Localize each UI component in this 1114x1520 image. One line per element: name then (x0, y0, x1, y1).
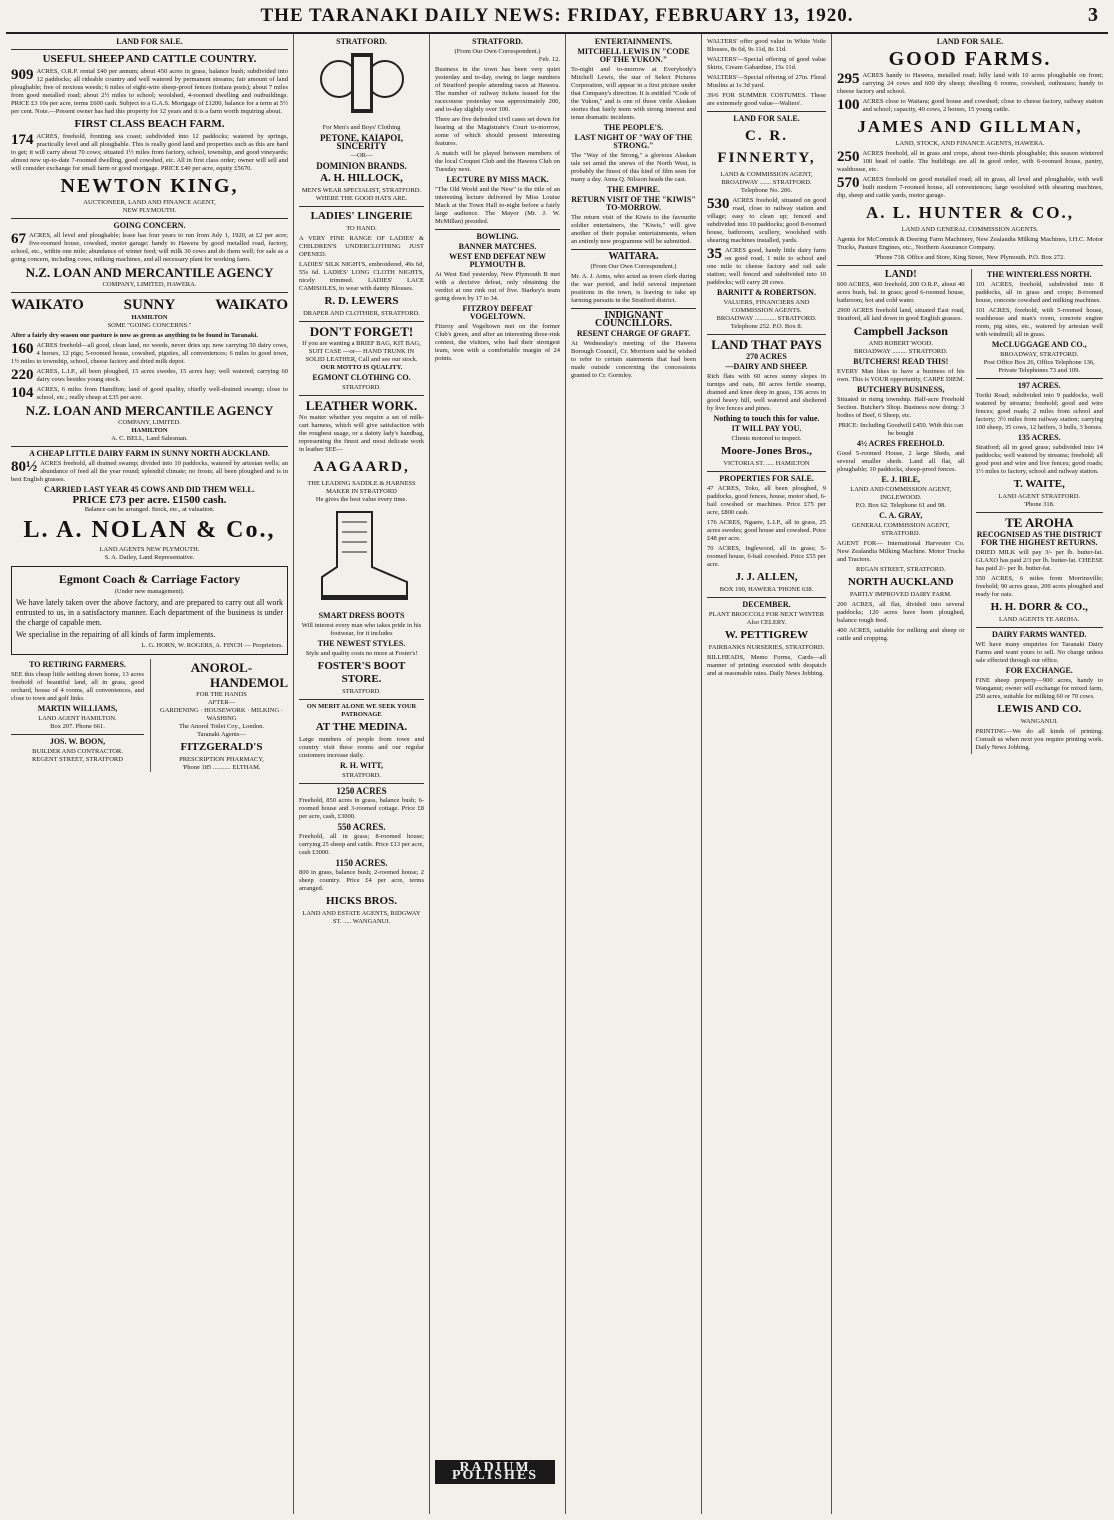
ad-title: GOING CONCERN. (113, 221, 186, 230)
foster-name: FOSTER'S BOOT STORE. (317, 660, 406, 685)
listing-text: ACRES, freehold, fronting sea coast; subdivided into 12 paddocks; watered by springs, practically level and all ploughable. This is really good land and properties such as this are hard to get; it will carry about 70 cows; situated 1½ miles from factory, school, township, and good vineyards; almost new up-to-date 7-roomed dwelling, good cowshed, etc. All in first class order; owner will sell and will consider exchange for small farm or good mortgage. PRICE £40 per acre, equity £5670. (11, 133, 288, 172)
lewis-loc: WANGANUI. (1020, 718, 1058, 725)
balance-note: Balance can be arranged. Stock, etc., at valuation. (84, 506, 215, 513)
barnett-loc: BROADWAY ............. STRATFORD. (716, 315, 817, 322)
barnett-tel: Telephone 252. P.O. Box 8. (730, 323, 803, 330)
fitz-name: FITZGERALD'S (180, 741, 263, 753)
james-name: JAMES AND GILLMAN, (857, 117, 1083, 136)
boot-illustration (299, 507, 424, 609)
moore-name: Moore-Jones Bros., (721, 445, 812, 457)
listing-number: 250 (837, 149, 860, 165)
acres-550: 550 ACRES. (337, 822, 386, 832)
waikato-right: WAIKATO (215, 297, 288, 313)
mccluggage-tel: Post Office Box 26, Office Telephone 136, Private Telephones 73 and 109. (983, 359, 1095, 374)
north-sub: PARTLY IMPROVED DAIRY FARM. (849, 591, 952, 598)
aroha-title: TE AROHA (1005, 515, 1074, 530)
section-head: LAND FOR SALE. (116, 37, 183, 46)
agency-subtitle: COMPANY, LIMITED. (118, 419, 181, 426)
listing: 400 ACRES, suitable for milking and sheep or cattle and cropping. (837, 627, 965, 642)
pettigrew-sub: FAIRBANKS NURSERIES, STRATFORD. (708, 644, 825, 651)
agency-name: N.Z. LOAN AND MERCANTILE AGENCY (25, 265, 274, 280)
ible-name: E. J. IBLE, (881, 475, 920, 484)
subhead: LECTURE BY MISS MACK. (446, 175, 549, 184)
foster-loc: STRATFORD. (342, 688, 381, 695)
egmont-loc: STRATFORD. (342, 384, 381, 391)
agent-name: L. A. NOLAN & Co., (23, 517, 276, 543)
article-text: Business in the town has been very quiet yesterday and to-day, owing to large numbers of Stratford people attending races at Hawera. The number of railway tickets issued for the racecourse yesterday was approximately 200, and to-day slightly over 100. (435, 66, 560, 113)
walters-ad: WALTERS'—Special offering of 27in. Floral Muslins at 1s 3d yard. (707, 74, 826, 89)
anorol-title2: HANDEMOL (210, 675, 288, 690)
walters-ad: 39/6 FOR SUMMER COSTUMES. These are extremely good value—Walters'. (707, 92, 826, 107)
printing: PRINTING—We do all kinds of printing. Consult us when next you require printing work. Daily News Jobbing. (975, 728, 1103, 751)
radium-logo: RADIUM POLISHES (435, 1460, 555, 1484)
listing-number: 909 (11, 67, 34, 83)
column-6 (832, 34, 1108, 1514)
listing-number: 295 (837, 71, 860, 87)
acres-1250: 1250 ACRES (336, 786, 387, 796)
ad-title: USEFUL SHEEP AND CATTLE COUNTRY. (42, 53, 257, 65)
acres-197-text: Toriki Road; subdivided into 9 paddocks, well watered by streams; freehold; good and wire fences; good roads; 2 miles from school and factory; 3½ miles from railway station; carrying 100 sheep, 35 cows, 12 heifers, 3 bulls, 3 horses. (975, 392, 1103, 431)
mccluggage-loc: BROADWAY, STRATFORD. (1000, 351, 1079, 358)
barnett-name: BARNITT & ROBERTSON. (717, 288, 816, 297)
article-text: Fitzroy and Vogeltown met on the former Club's green, and after an interesting three-rink contest, the visitors, who had their strongest team, won with a comfortable margin of 24 points. (435, 323, 560, 362)
agent-subtitle: LAND AGENTS NEW PLYMOUTH. (99, 546, 200, 553)
listing-number: 530 (707, 196, 730, 212)
exchange-title: FOR EXCHANGE. (1005, 666, 1073, 675)
walters-ad: WALTERS'—Special offering of good value Skirts, Cream Gabardine, 15s 11d. (707, 56, 826, 71)
good-farms: GOOD FARMS. (888, 48, 1052, 70)
butchery-text: Situated in rising township. Half-acre Freehold Section. Butcher's Shop. Business now doing: 3 bodies of Beef, 6 Sheep, etc. (837, 396, 965, 419)
listing-text: ACRES close to Waitara; good house and cowshed; close to cheese factory, railway station and school; capacity, 40 cows, 2 horses, 15 young cattle. (862, 98, 1103, 113)
witt-name: R. H. WITT, (339, 761, 384, 770)
egmont-ad (11, 566, 288, 655)
hillock-name: A. H. HILLOCK, (320, 172, 403, 184)
hillock-tag: WHERE THE GOOD HATS ARE. (315, 195, 408, 202)
listing (837, 72, 1103, 96)
listing-text: ACRES, all level and ploughable; lease has four years to run from July 1, 1920, at £2 per acre; five-roomed house, cowshed, motor garage; handy to Hawera by good metalled road, factory, school, etc., within one mile; abundance of winter feed; will milk 30 cows and do them well; for sale as a going concern, including cows, milking machines, and all necessary plant for working farm. (11, 232, 288, 263)
dairy-text: Rich flats with 60 acres sunny slopes in turnips and oats, 80 acres fertile swamp, drained and knee deep in grass, 136 acres in good heavy hill, well watered and sheltered by live fences and pines. (707, 373, 826, 412)
ladies-list: LADIES' SILK NIGHTS, embroidered, 49s 6d, 55s 6d. LADIES' LONG CLOTH NIGHTS, nicely trimmed. LADIES' LACE CAMISOLES, to wear with dainty Blouses. (299, 261, 424, 292)
aagaard-name: AAGAARD, (313, 459, 410, 475)
two-col-block (837, 269, 1103, 754)
hicks-name: HICKS BROS. (326, 895, 397, 907)
aagaard-sub: THE LEADING SADDLE & HARNESS MAKER IN STRATFORD (307, 480, 416, 495)
listing-number: 570 (837, 175, 860, 191)
acres-1150-text: 800 in grass, balance bush; 2-roomed house; 2 sheep country. Price £4 per acre, terms arranged. (299, 869, 424, 892)
campbell-name: Campbell Jackson (853, 324, 948, 338)
ad-title: A CHEAP LITTLE DAIRY FARM IN SUNNY NORTH AUCKLAND. (29, 449, 270, 458)
celery: Also CELERY. (746, 619, 787, 626)
listing-text: ACRES freehold, situated on good road, close to railway station and village; easy to clean up; fenced and subdivided into 10 paddocks; good 8-roomed house, bathroom, scullery, woolshed with shearing machines installed, yards. (707, 197, 826, 244)
gray-text: AGENT FOR— International Harvester Co. New Zealandia Milking Machine. Motor Trucks and Tractors. (837, 540, 965, 563)
dorr-name: H. H. DORR & CO., (990, 601, 1088, 613)
mens-clothing: For Men's and Boys' Clothing (322, 124, 401, 131)
leather-text: No matter whether you require a set of milk-cart harness, which will give satisfaction with the roughest usage, or a dainty lady's handbag, representing the finest and most delicate work in leather SEE— (299, 414, 424, 453)
clients: Clients motored to inspect. (731, 435, 802, 442)
right-sub (971, 269, 1104, 754)
column-4 (566, 34, 702, 1514)
lewers-sub: DRAPER AND CLOTHIER, STRATFORD. (303, 310, 420, 317)
listing (837, 98, 1103, 114)
gray-name: C. A. GRAY, (879, 511, 923, 520)
listing-text: ACRES freehold—all good, clean land, no weeds, never dries up; now carrying 50 dairy cows, 4 horses, 12 pigs; 5-roomed house, cowshed, pigsties, all conveniences; 6 miles to good town, 1½ miles to township, school, cheese factory and dried milk depot. (11, 342, 288, 365)
its-the-best-logo (299, 49, 424, 121)
listing (837, 150, 1103, 174)
acres-135-text: Stratford; all in good grass; subdivided into 14 paddocks; well watered by streams; freehold; all good post and wire and live fences; good roads; 1½ miles to factory, school and railway station. (975, 444, 1103, 475)
anorol-for: FOR THE HANDS (196, 691, 247, 698)
listing-number: 220 (11, 367, 34, 383)
dont-text: If you are wanting a BRIEF BAG, KIT BAG, SUIT CASE —or— HAND TRUNK IN SOLID LEATHER, Call and see our stock. (302, 340, 421, 363)
section-head: STRATFORD. (336, 37, 387, 46)
lewis-name: LEWIS AND CO. (997, 703, 1082, 715)
left-sub (837, 269, 965, 754)
egmont-title: Egmont Coach & Carriage Factory (58, 572, 241, 586)
newest: THE NEWEST STYLES. (317, 639, 406, 648)
aroha-sub: RECOGNISED AS THE DISTRICT FOR THE HIGHEST RETURNS. (976, 530, 1102, 547)
acres-1150: 1150 ACRES. (335, 858, 388, 868)
subhead: MITCHELL LEWIS IN "CODE OF THE YUKON." (577, 47, 690, 64)
lewers-name: R. D. LEWERS (324, 295, 399, 307)
ad-title: FIRST CLASS BEACH FARM. (74, 118, 225, 130)
column-1 (6, 34, 294, 1514)
taranaki-agents: Taranaki Agents— (197, 731, 246, 738)
boon-name: JOS. W. BOON, (49, 737, 106, 746)
listing (11, 342, 288, 366)
ladies-text: A VERY FINE RANGE OF LADIES' & CHILDREN'S UNDERCLOTHING JUST OPENED. (299, 235, 424, 258)
anorol-list: GARDENING · HOUSEWORK · MILKING · WASHING (160, 707, 283, 722)
smart-boots: SMART DRESS BOOTS (318, 611, 405, 620)
subhead: BANNER MATCHES. (458, 242, 537, 251)
dateline: Feb. 12. (538, 56, 560, 63)
walters-ad: WALTERS' offer good value in White Voile Blouses, 8s 6d, 9s 11d, 8s 11d. (707, 38, 826, 53)
correspondent: (From Our Own Correspondent.) (590, 263, 677, 270)
article-text: At Wednesday's meeting of the Hawera Borough Council, Cr. Morrison said he wished to refer to certain statements that had been made outside concerning the concessions granted to Cr. Gormley. (571, 340, 696, 379)
agent-location: NEW PLYMOUTH. (122, 207, 177, 214)
subhead: WEST END DEFEAT NEW PLYMOUTH B. (449, 252, 546, 269)
listing-number: 80½ (11, 459, 38, 475)
pettigrew-name: W. PETTIGREW (724, 629, 809, 641)
fitz-sub: PRESCRIPTION PHARMACY, (179, 756, 264, 763)
listing: 47 ACRES, Toko, all been ploughed, 9 paddocks, good fences, house, motor shed, 6-bail cowshed or machines. Price £75 per acre, £800 cash. (707, 485, 826, 516)
masthead (6, 0, 1108, 34)
listing (11, 133, 288, 173)
listing (837, 176, 1103, 200)
agent-name: NEWTON KING, (60, 175, 239, 197)
article-text: There are five defended civil cases set down for hearing at the Magistrate's Court to-morrow, some of which should present interesting features. (435, 116, 560, 147)
ible-sub: LAND AND COMMISSION AGENT, INGLEWOOD. (850, 486, 952, 501)
agency-name: N.Z. LOAN AND MERCANTILE AGENCY (25, 403, 274, 418)
listing-number: 160 (11, 341, 34, 357)
allen-name: J. J. ALLEN, (735, 571, 798, 583)
finnerty-name: C. R. FINNERTY, (717, 128, 816, 166)
correspondent: (From Our Own Correspondent.) (454, 48, 541, 55)
listing (11, 368, 288, 384)
listing (707, 197, 826, 245)
butchery: BUTCHERY BUSINESS, (857, 385, 945, 394)
subhead: THE EMPIRE. (607, 185, 660, 194)
acres-197: 197 ACRES. (1017, 381, 1061, 390)
section-head: LAND FOR SALE. (936, 37, 1004, 46)
section-head: INDIGNANT COUNCILLORS. (595, 310, 672, 329)
radium-ad (435, 1460, 555, 1484)
anorol-title: ANOROL- (190, 660, 253, 675)
james-sub: LAND, STOCK, AND FINANCE AGENTS, HAWERA. (895, 140, 1045, 147)
campbell-sub: AND ROBERT WOOD. (868, 340, 933, 347)
ladies-title: LADIES' LINGERIE (310, 210, 413, 222)
winterless: THE WINTERLESS NORTH. (986, 270, 1092, 279)
witt-loc: STRATFORD. (342, 772, 381, 779)
mccluggage-name: McCLUGGAGE AND CO., (991, 340, 1087, 349)
article-text: "The Old World and the New" is the title of an interesting lecture delivered by Miss Louise Mack at the Town Hall to-night before a fairly large audience. The Mayor (Mr. J. W. McMillan) presided. (435, 186, 560, 225)
listing-text: ACRES handy to Hawera, metalled road; hilly land with 10 acres ploughable on front; carrying 24 cows and 600 dry sheep; dwelling 6 rooms, cowshed, outhouses; handy to cheese factory and school. (837, 72, 1103, 95)
waikato-mid: SUNNY (123, 297, 176, 313)
listing-text: ACRES, O.R.P. rental £40 per annum; about 450 acres in grass, balance bush; subdivided into 12 paddocks; all rideable country and well watered by permanent streams; fair amount of land ploughable; free of noxious weeds; 6 miles of eight-wire sheep-proof fences (tottara posts); about 7 miles from good metalled road; about 2½ miles to school; woolshed, 4-roomed dwelling and outbuildings. PRICE £3 10s per acre, terms £600 cash. Subject to a G.A.S. Mortgage of £1200, balance for a term at 5½ per cent. Note.—Present owner has had this property for 12 years and it is a farm worth inquiring about. (11, 68, 288, 115)
gray-sub: GENERAL COMMISSION AGENT, STRATFORD. (851, 522, 950, 537)
medina-text: Large numbers of people from town and country visit these rooms and our regular customers increase daily. (299, 736, 424, 759)
retiring-ad (11, 659, 144, 772)
agency-subtitle: COMPANY, LIMITED, HAWERA. (102, 281, 197, 288)
newest-text: Style and quality costs no more at Foster's! (305, 650, 418, 657)
ladies-sub: TO HAND. (346, 225, 377, 232)
hunter-tel: 'Phone 718. Office and Store, King Street, New Plymouth. P.O. Box 272. (875, 254, 1065, 261)
campbell-loc: BROADWAY ......... STRATFORD. (854, 348, 948, 355)
allen-box: BOX 190, HAWERA 'PHONE 638. (719, 586, 814, 593)
column-5 (702, 34, 832, 1514)
egmont-text: We have lately taken over the above factory, and are prepared to carry out all work entrusted to us, in a satisfactory manner. Each department of the business is under the charge of capable men. (16, 598, 283, 627)
egmont-text2: We specialise in the repairing of all kinds of farm implements. (16, 630, 216, 639)
listing: 176 ACRES, Ngaere, L.I.P., all in grass, 25 acres swedes; good house and cowshed. Price £48 per acre. (707, 519, 826, 542)
motto: OUR MOTTO IS QUALITY. (320, 364, 403, 371)
egmont-names: L. G. HORN, W. ROGERS, A. FINCH — Proprietors. (141, 642, 283, 649)
martin-sub: LAND AGENT HAMILTON. (38, 715, 117, 722)
listing: 101 ACRES, freehold, subdivided into 8 paddocks, all in grass and crops; 8-roomed house, concrete cowshed and milking machines. (975, 281, 1103, 304)
article-text: The "Way of the Strong," a glorious Alaskan tale set amid the snows of the North West, is probably the finest of this kind of film seen for many a day. Anna Q. Nilsson heads the cast. (571, 152, 696, 183)
listing-number: 67 (11, 231, 26, 247)
anorol-after: AFTER— (207, 699, 236, 706)
hunter-name: A. L. HUNTER & CO., (865, 203, 1074, 222)
listing-number: 104 (11, 385, 34, 401)
boon-loc: REGENT STREET, STRATFORD (32, 756, 123, 763)
martin-name: MARTIN WILLIAMS, (37, 704, 118, 713)
listing-text: ACRES, L.I.P., all been ploughed, 15 acres swedes, 15 acres hay; well watered; carrying 60 dairy cows besides young stock. (36, 368, 288, 383)
listing: 101 ACRES, freehold, with 5-roomed house, washhouse and man's room, concrete engine room, pig sties, etc., watered by artesian well with windmill; all in grass. (975, 307, 1103, 338)
acres-270: 270 ACRES (746, 352, 787, 361)
billheads: BILLHEADS, Memo Forms, Cards—all manner of printing executed with despatch and at reasonable rates. Daily News Jobbing. (707, 654, 826, 677)
barnett-sub: VALUERS, FINANCIERS AND COMMISSION AGENTS. (723, 299, 810, 314)
column-2 (294, 34, 430, 1514)
props-head: PROPERTIES FOR SALE. (719, 474, 814, 483)
listing-text: ACRES good, handy little dairy farm on good road, 1 mile to school and one mile to cheese factory and rail sale station; well fenced and subdivided into 10 paddocks; will carry 28 cows. (707, 247, 826, 286)
ible-tel: P.O. Box 62. Telephone 61 and 98. (855, 502, 946, 509)
subhead: FITZROY DEFEAT VOGELTOWN. (462, 304, 533, 321)
listing: 70 ACRES, Inglewood, all in grass; 5-roomed house, 6-bail cowshed. Price £55 per acre. (707, 545, 826, 568)
carried-note: CARRIED LAST YEAR 45 COWS AND DID THEM WELL. (44, 485, 255, 494)
listing-number: 174 (11, 132, 34, 148)
agent-subtitle: AUCTIONEER, LAND AND FINANCE AGENT, (83, 199, 216, 206)
dairy-sheep: —DAIRY AND SHEEP. (725, 362, 808, 371)
section-head: BOWLING. (476, 232, 519, 241)
article-text: At West End yesterday, New Plymouth B met with a decisive defeat, only obtaining the verdict at one rink out of five. Starkey's team going down by 17 to 34. (435, 271, 560, 302)
land-pays: LAND THAT PAYS (711, 337, 822, 352)
nothing: Nothing to touch this for value. (713, 414, 820, 423)
wanted-text: WE have many enquiries for Taranaki Dairy Farms and want yours to sell. No charge unless sale effected through our office. (975, 641, 1103, 664)
price-line: PRICE £73 per acre. £1500 cash. (72, 494, 227, 506)
finnerty-loc: BROADWAY ....... STRATFORD. (721, 179, 812, 186)
acres-1250-text: Freehold, 850 acres in grass, balance bush; 6-roomed house and 3-roomed cottage. Price £8 per acre, cash, £3000. (299, 797, 424, 820)
hunter-text: Agents for McCormick & Deering Farm Machinery, New Zealandia Milking Machines, I.H.C. Motor Trucks, Pasture Engines, etc., Northern Assurance Company. (837, 236, 1103, 251)
listing: 200 ACRES, all flat, divided into several paddocks; 120 acres have been ploughed, balance rough feed. (837, 601, 965, 624)
listing (11, 460, 288, 484)
pay-you: IT WILL PAY YOU. (731, 424, 802, 433)
fitz-phone: 'Phone 185 ........... ELTHAM. (182, 764, 261, 771)
subhead: RETURN VISIT OF THE "KIWIS" TO-MORROW. (571, 195, 696, 212)
dont-forget: DON'T FORGET! (309, 324, 414, 339)
waikato-intro: After a fairly dry season our pasture is now as green as anything to be found in Taranaki. (11, 332, 258, 339)
smart-text: Will interest every man who takes pride in his footwear, for it includes (301, 622, 422, 637)
listing: 600 ACRES, 460 freehold, 200 O.R.P., about 40 acres bush, bal. in grass; good 6-roomed house, bathroom, hot and cold water. (837, 281, 965, 304)
butchery-price: PRICE: Including Goodwill £450. With this can be bought (838, 422, 964, 437)
exchange-text: FINE sheep property—900 acres, handy to Wanganui; owner will exchange for mixed farm, 250 acres, suitable for milking 60 or 70 cows. (975, 677, 1103, 700)
north-title: NORTH AUCKLAND (847, 576, 954, 588)
dorr-sub: LAND AGENTS TE AROHA. (999, 616, 1080, 623)
or-label: —OR— (350, 152, 373, 159)
gray-loc: REGAN STREET, STRATFORD. (856, 566, 946, 573)
article-text: The return visit of the Kiwis to the favourite soldier entertainers, the "Kiwis," will give another of their popular entertainments, when an entirely new programme will be submitted. (571, 214, 696, 245)
egmont-sub: (Under new management). (114, 588, 185, 595)
retiring-title: TO RETIRING FARMERS. (29, 660, 126, 669)
plant: PLANT BROCCOLI FOR NEXT WINTER (708, 611, 825, 618)
listing (11, 232, 288, 264)
section-head: STRATFORD. (472, 37, 523, 46)
article-text: A match will be played between members of the local Croquet Club and the Hawera Club on Tuesday next. (435, 150, 560, 173)
hunter-sub: LAND AND GENERAL COMMISSION AGENTS. (901, 226, 1039, 233)
butchers: BUTCHERS! READ THIS! (853, 357, 949, 366)
acres-4-5: 4½ ACRES FREEHOLD. (856, 439, 945, 448)
masthead-title: THE TARANAKI DAILY NEWS: FRIDAY, FEBRUARY 13, 1920. (260, 5, 854, 26)
egmont-clothing: EGMONT CLOTHING CO. (312, 373, 411, 382)
martin-box: Box 207. Phone 661. (50, 723, 105, 730)
waikato-banner (11, 296, 288, 314)
anorol-ad (150, 659, 288, 772)
hicks-sub: LAND AND ESTATE AGENTS, RIDGWAY ST. ..... WANGANUI. (302, 910, 421, 925)
aroha-text: DRIED MILK will pay 3/- per lb. butter-fat. GLAXO has paid 2/3 per lb. butter-fat. CHEESE has paid 2/- per lb. butter-fat. (975, 549, 1103, 572)
acres-135: 135 ACRES. (1017, 433, 1061, 442)
article-text: Mr. A. J. Arms, who acted as town clerk during the war period, and held several important positions in the town, is leaving to take up farming pursuits in the Stratford district. (571, 273, 696, 304)
merit: ON MERIT ALONE WE SEEK YOUR PATRONAGE (306, 703, 417, 718)
bottom-row (11, 659, 288, 772)
agent-rep: S. A. Dailey, Land Representative. (104, 554, 195, 561)
waite-tel: 'Phone 318. (1024, 501, 1055, 508)
acres-4-5-text: Good 5-roomed House, 2 large Sheds, and several smaller sheds. Land all flat, all ploughable; 10 paddocks, sheep-proof fences. (837, 450, 965, 473)
listing-text: ACRES, 6 miles from Hamilton; land of good quality, chiefly well-drained swamp; close to school, etc.; really cheap at £35 per acre. (36, 386, 288, 401)
moore-loc: VICTORIA ST. ..... HAMILTON (723, 460, 810, 467)
listing: 350 ACRES, 6 miles from Morrinsville; freehold; 90 acres grass, 200 acres ploughed and ready for oats. (975, 575, 1103, 598)
subhead: LAST NIGHT OF "WAY OF THE STRONG." (574, 133, 693, 150)
listing-text: ACRES freehold on good metalled road; all in grass, all level and ploughable, with well built modern 7-roomed house, all conveniences; large woolshed with shearing machines, dip, sheep and cattle yards, motor garage. (837, 176, 1103, 199)
december: DECEMBER. (742, 600, 791, 609)
section-head: LAND FOR SALE. (733, 114, 800, 123)
going-concerns: SOME "GOING CONCERNS." (107, 322, 192, 329)
hamilton-label: HAMILTON (131, 314, 168, 321)
columns (6, 34, 1108, 1514)
listing: 2900 ACRES freehold land, situated East road, Stratford, all laid down in good English grasses. (837, 307, 965, 322)
listing (11, 68, 288, 116)
aagaard-tag: He gives the best value every time. (315, 496, 408, 503)
finnerty-sub: LAND & COMMISSION AGENT, (720, 171, 813, 178)
every: EVERY Man likes to have a business of his own. This is YOUR opportunity, CARPE DIEM. (837, 368, 965, 383)
acres-550-text: Freehold, all in grass; 8-roomed house; carrying 25 sheep and cattle. Price £13 per acre, cash £3000. (299, 833, 424, 856)
subhead: RESENT CHARGE OF GRAFT. (576, 329, 691, 338)
listing (11, 386, 288, 402)
brands-2: DOMINION BRANDS. (316, 161, 407, 171)
land-title: LAND! (884, 269, 917, 280)
section-head: ENTERTAINMENTS. (594, 37, 673, 46)
listing (707, 247, 826, 287)
medina-title: AT THE MEDINA. (315, 721, 408, 733)
wanted-title: DAIRY FARMS WANTED. (992, 630, 1087, 639)
section-head: WAITARA. (608, 251, 659, 262)
agency-names: A. C. BELL, Land Salesman. (111, 435, 188, 442)
brands-1: PETONE, KAIAPOI, SINCERITY (319, 133, 404, 151)
hillock-sub: MEN'S WEAR SPECIALIST, STRATFORD. (301, 187, 422, 194)
waikato-left: WAIKATO (11, 297, 84, 313)
listing-number: 35 (707, 246, 722, 262)
listing-text: ACRES freehold, all in grass and crops, about two-thirds ploughable; this season wintered 100 head of cattle. The buildings are all in good order, with 6-roomed house, pantry, washhouse, etc. (837, 150, 1103, 173)
retiring-text: SEE this cheap little settling down home, 13 acres freehold of beautiful land, all in grass, good orchard, house of 4 rooms, all conveniences, and close to town and golf links. (11, 671, 144, 702)
subhead: THE PEOPLE'S. (603, 123, 664, 132)
boon-sub: BUILDER AND CONTRACTOR. (32, 748, 123, 755)
listing-text: ACRES freehold, all drained swamp; divided into 10 paddocks, watered by artesian wells; an abundance of feed all the year round; splendid climate; no frosts; all been ploughed and is in best English grasses. (11, 460, 288, 483)
leather-title: LEATHER WORK. (305, 398, 418, 413)
waite-sub: LAND AGENT STRATFORD. (998, 493, 1081, 500)
listing-number: 100 (837, 97, 860, 113)
page-number: 3 (1088, 4, 1098, 26)
finnerty-tel: Telephone No. 206. (740, 187, 793, 194)
waite-name: T. WAITE, (1013, 478, 1065, 490)
article-text: To-night and to-morrow at Everybody's Mitchell Lewis, the star of Select Pictures Corporation, will appear in a first picture under that Company's direction. It is entitled "Code of the Yukon," and is one of those virile Alaskan stories that fairly teem with strong interest and tense dramatic incidents. (571, 66, 696, 121)
anorol-co: The Anorol Toilet Coy., London. (178, 723, 265, 730)
column-3 (430, 34, 566, 1514)
agency-location: HAMILTON (131, 427, 168, 434)
